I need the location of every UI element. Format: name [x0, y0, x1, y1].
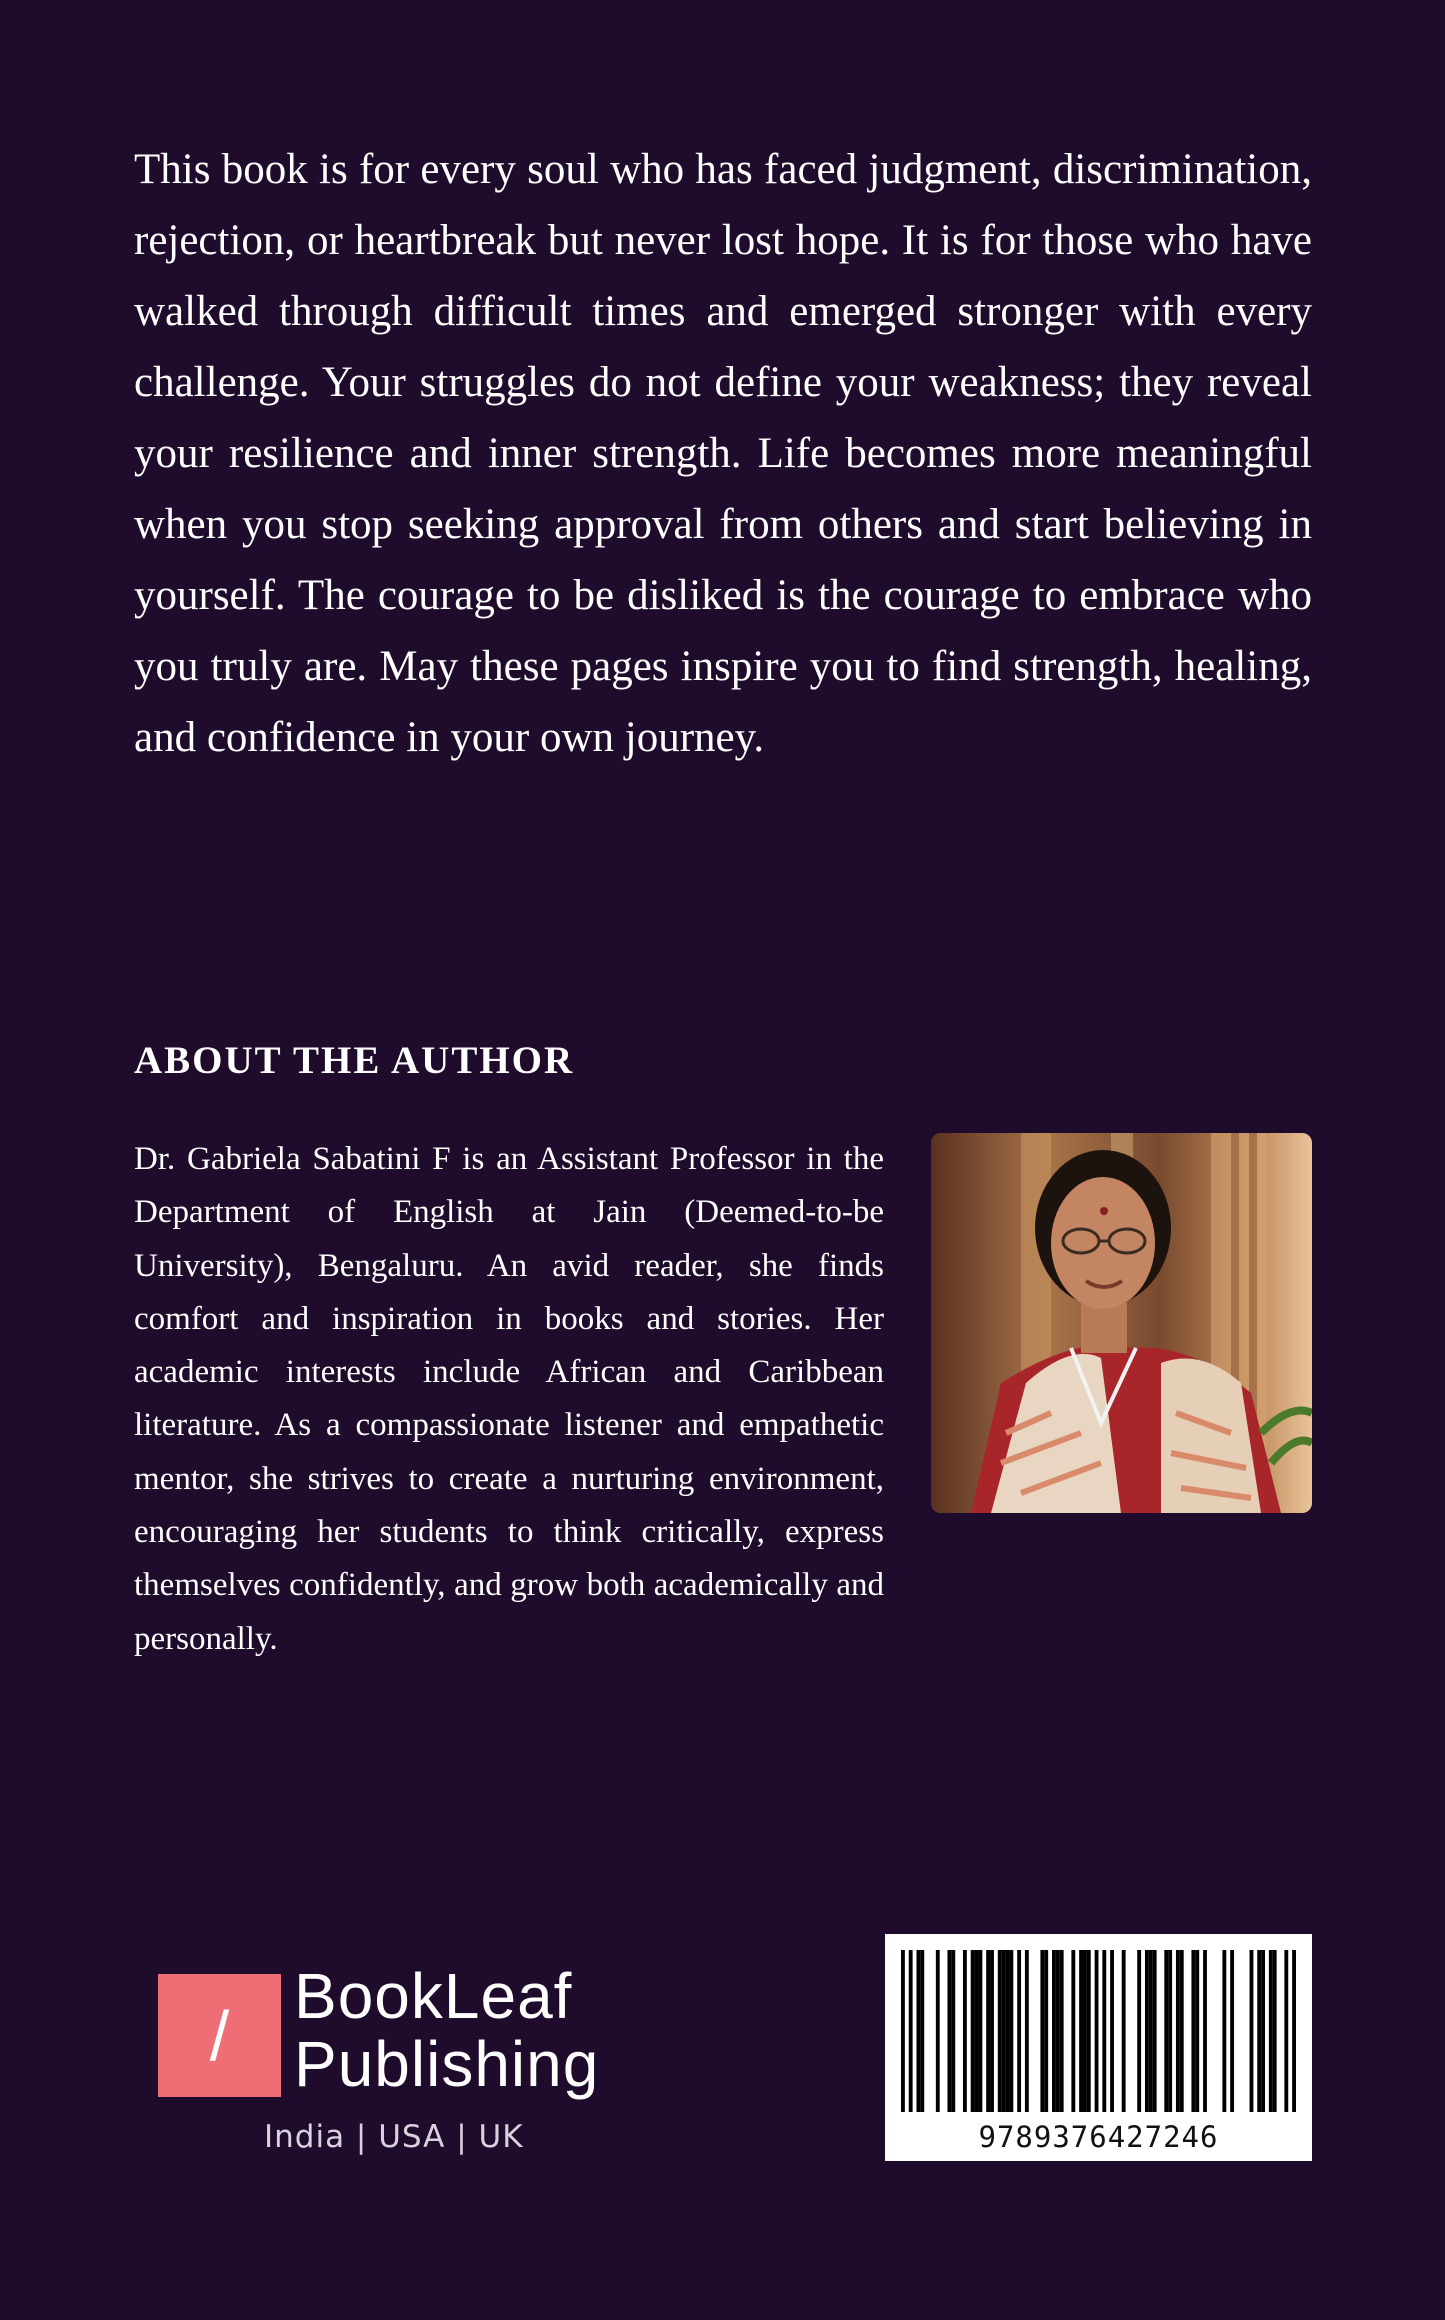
barcode-bar [1257, 1950, 1261, 2112]
barcode-bars-icon [901, 1950, 1296, 2112]
barcode-bar [1002, 1950, 1006, 2112]
barcode-bar [1153, 1950, 1157, 2112]
barcode-bar [963, 1950, 967, 2112]
barcode-bar [916, 1950, 920, 2112]
barcode-bar [1250, 1950, 1254, 2112]
barcode-bar [1230, 1950, 1234, 2112]
barcode-bar [1176, 1950, 1180, 2112]
author-bio: Dr. Gabriela Sabatini F is an Assistant Professor in the Department of English at Jain (Deemed-to-be University), Bengaluru. An avid reader, she finds comfort and inspiration in books and stories. Her academic interests include African and Caribbean literature. As a compassionate listener and empathetic mentor, she strives to create a nurturing environment, encouraging her students to think critically, express themselves confidently, and grow both academically and personally. [134, 1141, 884, 1657]
barcode-bar [951, 1950, 955, 2112]
barcode-bar [1083, 1950, 1087, 2112]
barcode-bar [986, 1950, 990, 2112]
back-cover-blurb: This book is for every soul who has faced judgment, discrimination, rejection, or heartbreak but never lost hope. It is for those who have walked through difficult times and emerged stronger with every challenge. Your struggles do not define your weakness; they reveal your resilience and inner strength. Life becomes more meaningful when you stop seeking approval from others and start believing in yourself. The courage to be disliked is the courage to embrace who you truly are. May these pages inspire you to find strength, healing, and confidence in your own journey. [134, 146, 1312, 761]
barcode-bar [1180, 1950, 1184, 2112]
isbn-number: 9789376427246 [978, 2120, 1219, 2154]
barcode-bar [1122, 1950, 1126, 2112]
barcode-bar [978, 1950, 982, 2112]
author-photo [931, 1133, 1312, 1513]
publisher-mark-icon [158, 1974, 281, 2097]
barcode-bar [1006, 1950, 1010, 2112]
publisher-regions: India | USA | UK [264, 2119, 524, 2155]
barcode-bar [1269, 1950, 1273, 2112]
barcode-bar [1025, 1950, 1029, 2112]
publisher-name-line2: Publishing [294, 2028, 600, 2100]
barcode-bar [1060, 1950, 1064, 2112]
barcode-bar [1191, 1950, 1195, 2112]
barcode-bar [936, 1950, 940, 2112]
barcode-bar [1087, 1950, 1091, 2112]
publisher-mark-glyph: / [209, 1996, 230, 2075]
barcode-bar [1071, 1950, 1075, 2112]
publisher-logo [158, 1962, 608, 2162]
barcode-bar [998, 1950, 1002, 2112]
barcode-bar [990, 1950, 994, 2112]
barcode-bar [1009, 1950, 1013, 2112]
barcode-bar [1017, 1950, 1021, 2112]
about-author-heading: ABOUT THE AUTHOR [134, 1039, 575, 1082]
barcode-bar [1195, 1950, 1199, 2112]
barcode-bar [901, 1950, 905, 2112]
barcode-bar [1273, 1950, 1277, 2112]
barcode-bar [1052, 1950, 1056, 2112]
barcode-bar [1040, 1950, 1044, 2112]
barcode-bar [1110, 1950, 1114, 2112]
barcode-bar [1095, 1950, 1099, 2112]
barcode-bar [1056, 1950, 1060, 2112]
barcode-bar [920, 1950, 924, 2112]
barcode-bar [1102, 1950, 1106, 2112]
barcode-bar [1261, 1950, 1265, 2112]
barcode-bar [909, 1950, 913, 2112]
barcode-bar [1044, 1950, 1048, 2112]
barcode-bar [1203, 1950, 1207, 2112]
barcode-bar [1145, 1950, 1149, 2112]
isbn-barcode [885, 1934, 1312, 2161]
barcode-bar [971, 1950, 975, 2112]
barcode-bar [1284, 1950, 1288, 2112]
publisher-name-line1: BookLeaf [294, 1960, 573, 2032]
publisher-name [294, 1962, 599, 2098]
barcode-bar [975, 1950, 979, 2112]
barcode-bar [1292, 1950, 1296, 2112]
barcode-bar [1168, 1950, 1172, 2112]
barcode-bar [1079, 1950, 1083, 2112]
barcode-bar [1137, 1950, 1141, 2112]
barcode-bar [1222, 1950, 1226, 2112]
barcode-bar [947, 1950, 951, 2112]
barcode-bar [1164, 1950, 1168, 2112]
barcode-bar [1149, 1950, 1153, 2112]
